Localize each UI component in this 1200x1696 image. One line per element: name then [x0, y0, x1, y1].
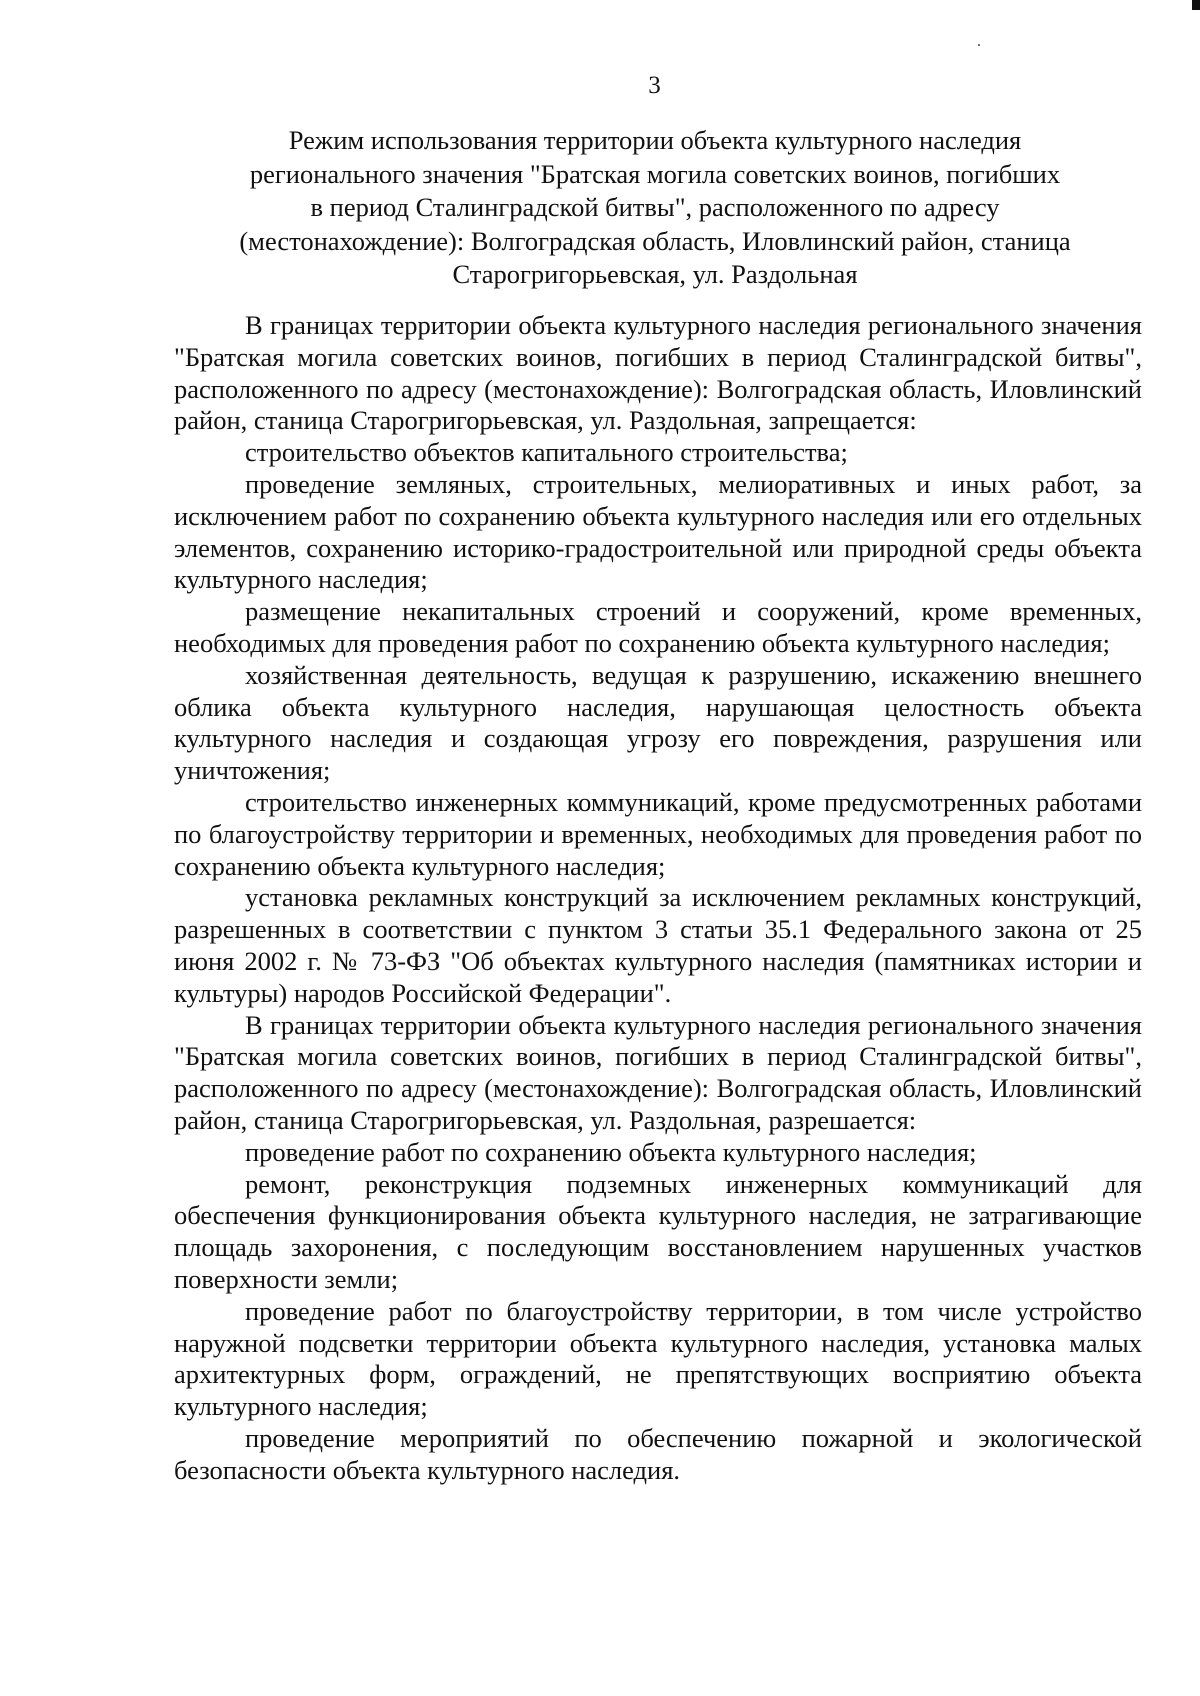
title-line: Старогригорьевская, ул. Раздольная [452, 259, 858, 289]
list-item-paragraph: установка рекламных конструкций за исключением рекламных конструкций, разрешенных в соответствии с пунктом 3 статьи 35.1 Федерального закона от 25 июня 2002 г. № 73-ФЗ "Об объектах культурного наследия (памятниках истории и культуры) народов Российской Федерации". [174, 882, 1142, 1008]
title-line: Режим использования территории объекта культурного наследия [288, 125, 1022, 155]
title-line: (местонахождение): Волгоградская область, Иловлинский район, станица [239, 225, 1071, 256]
title-line: в период Сталинградской битвы", расположенного по адресу [310, 192, 1000, 222]
permitted-intro-paragraph: В границах территории объекта культурного наследия регионального значения "Братская могила советских воинов, погибших в период Сталинградской битвы", расположенного по адресу (местонахождение): Волгоградская область, Иловлинский район, станица Старогригорьевская, ул. Раздольная, разрешается: [174, 1009, 1142, 1135]
document-body [174, 310, 1142, 1486]
page-number: 3 [648, 72, 661, 99]
list-item-paragraph: ремонт, реконструкция подземных инженерных коммуникаций для обеспечения функционирования объекта культурного наследия, не затрагивающие площадь захоронения, с последующим восстановлением нарушенных участков поверхности земли; [174, 1168, 1142, 1294]
list-item-paragraph: проведение мероприятий по обеспечению пожарной и экологической безопасности объекта культурного наследия. [174, 1422, 1142, 1485]
scan-dot-mark [978, 44, 980, 46]
list-item-paragraph: проведение земляных, строительных, мелиоративных и иных работ, за исключением работ по сохранению объекта культурного наследия или его отдельных элементов, сохранению историко-градостроительной или природной среды объекта культурного наследия; [174, 468, 1142, 595]
title-line: регионального значения "Братская могила советских воинов, погибших [249, 158, 1061, 189]
prohibited-intro-paragraph: В границах территории объекта культурного наследия регионального значения "Братская могила советских воинов, погибших в период Сталинградской битвы", расположенного по адресу (местонахождение): Волгоградская область, Иловлинский район, станица Старогригорьевская, ул. Раздольная, запрещается: [174, 310, 1142, 436]
document-title [180, 124, 1130, 292]
list-item-paragraph: проведение работ по благоустройству территории, в том числе устройство наружной подсветки территории объекта культурного наследия, установка малых архитектурных форм, ограждений, не препятствующих восприятию объекта культурного наследия; [174, 1295, 1142, 1422]
list-item-paragraph: проведение работ по сохранению объекта культурного наследия; [245, 1136, 977, 1167]
list-item-paragraph: строительство объектов капитального строительства; [245, 437, 848, 468]
list-item-paragraph: строительство инженерных коммуникаций, кроме предусмотренных работами по благоустройству территории и временных, необходимых для проведения работ по сохранению объекта культурного наследия; [174, 786, 1142, 881]
list-item-paragraph: размещение некапитальных строений и сооружений, кроме временных, необходимых для проведения работ по сохранению объекта культурного наследия; [174, 596, 1142, 658]
list-item-paragraph: хозяйственная деятельность, ведущая к разрушению, искажению внешнего облика объекта культурного наследия, нарушающая целостность объекта культурного наследия и создающая угрозу его повреждения, разрушения или уничтожения; [174, 659, 1142, 786]
scan-corner-mark [1192, 0, 1200, 10]
